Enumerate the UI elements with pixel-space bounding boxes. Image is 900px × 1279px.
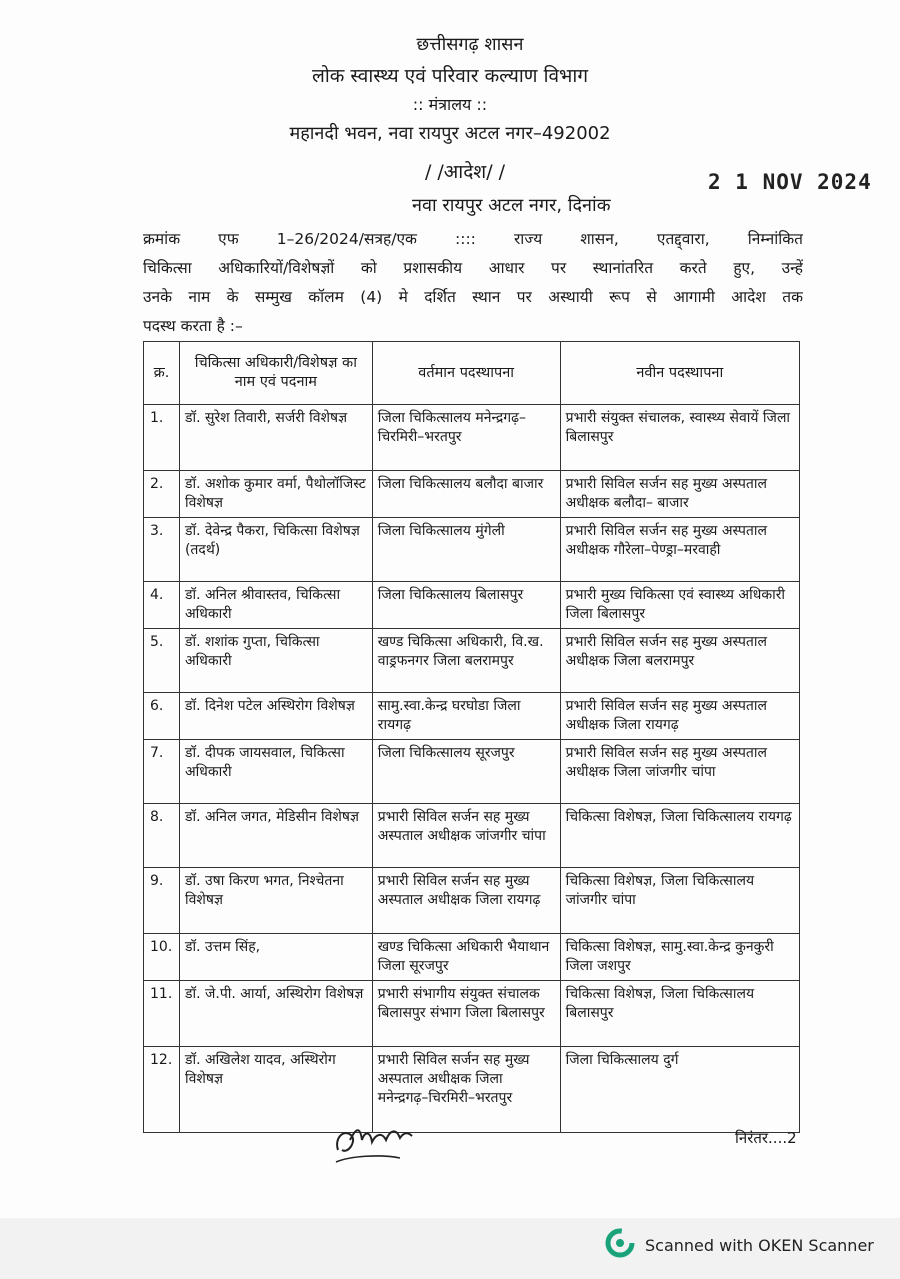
- current-posting-cell: खण्ड चिकित्सा अधिकारी भैयाथान जिला सूरजपुर: [372, 934, 560, 981]
- current-posting-cell: प्रभारी सिविल सर्जन सह मुख्य अस्पताल अधीक्षक जांजगीर चांपा: [372, 804, 560, 868]
- place-date-label: नवा रायपुर अटल नगर, दिनांक: [412, 195, 611, 216]
- new-posting-cell: प्रभारी सिविल सर्जन सह मुख्य अस्पताल अधीक्षक जिला जांजगीर चांपा: [560, 740, 799, 804]
- scanner-footer: [605, 1228, 874, 1262]
- name-cell: डॉ. दिनेश पटेल अस्थिरोग विशेषज्ञ: [179, 693, 372, 740]
- current-posting-cell: जिला चिकित्सालय बलौदा बाजार: [372, 471, 560, 518]
- govt-name: छत्तीसगढ़ शासन: [416, 34, 524, 55]
- serial-cell: 2.: [144, 471, 180, 518]
- name-cell: डॉ. दीपक जायसवाल, चिकित्सा अधिकारी: [179, 740, 372, 804]
- current-posting-cell: सामु.स्वा.केन्द्र घरघोडा जिला रायगढ़: [372, 693, 560, 740]
- continued-marker: निरंतर....2: [735, 1129, 797, 1147]
- header-serial: क्र.: [144, 342, 180, 405]
- table-row: [144, 1047, 800, 1133]
- name-cell: डॉ. अनिल श्रीवास्तव, चिकित्सा अधिकारी: [179, 582, 372, 629]
- signature-icon: [330, 1110, 420, 1174]
- new-posting-cell: प्रभारी सिविल सर्जन सह मुख्य अस्पताल अधीक्षक जिला बलरामपुर: [560, 629, 799, 693]
- new-posting-cell: प्रभारी संयुक्त संचालक, स्वास्थ्य सेवायें जिला बिलासपुर: [560, 405, 799, 471]
- name-cell: डॉ. शशांक गुप्ता, चिकित्सा अधिकारी: [179, 629, 372, 693]
- table-row: [144, 740, 800, 804]
- table-row: [144, 804, 800, 868]
- name-cell: डॉ. अनिल जगत, मेडिसीन विशेषज्ञ: [179, 804, 372, 868]
- serial-cell: 12.: [144, 1047, 180, 1133]
- scanner-text: Scanned with OKEN Scanner: [645, 1235, 874, 1255]
- table-row: [144, 981, 800, 1047]
- serial-cell: 6.: [144, 693, 180, 740]
- header-name: चिकित्सा अधिकारी/विशेषज्ञ का नाम एवं पदनाम: [179, 342, 372, 405]
- table-header-row: [144, 342, 800, 405]
- serial-cell: 8.: [144, 804, 180, 868]
- transfer-table: [143, 341, 800, 1133]
- name-cell: डॉ. उत्तम सिंह,: [179, 934, 372, 981]
- serial-cell: 10.: [144, 934, 180, 981]
- name-cell: डॉ. जे.पी. आर्या, अस्थिरोग विशेषज्ञ: [179, 981, 372, 1047]
- current-posting-cell: जिला चिकित्सालय सूरजपुर: [372, 740, 560, 804]
- serial-cell: 11.: [144, 981, 180, 1047]
- oken-logo-icon: [605, 1228, 635, 1262]
- new-posting-cell: चिकित्सा विशेषज्ञ, जिला चिकित्सालय बिलासपुर: [560, 981, 799, 1047]
- date-stamp: 2 1 NOV 2024: [708, 170, 872, 194]
- name-cell: डॉ. अशोक कुमार वर्मा, पैथोलॉजिस्ट विशेषज्ञ: [179, 471, 372, 518]
- new-posting-cell: चिकित्सा विशेषज्ञ, सामु.स्वा.केन्द्र कुनकुरी जिला जशपुर: [560, 934, 799, 981]
- header-current-posting: वर्तमान पदस्थापना: [372, 342, 560, 405]
- table-row: [144, 518, 800, 582]
- table-row: [144, 405, 800, 471]
- new-posting-cell: प्रभारी सिविल सर्जन सह मुख्य अस्पताल अधीक्षक बलौदा– बाजार: [560, 471, 799, 518]
- intro-line: क्रमांक एफ 1–26/2024/सत्रह/एक :::: राज्य शासन, एतद्द्वारा, निम्नांकित: [143, 230, 803, 248]
- table-row: [144, 934, 800, 981]
- serial-cell: 1.: [144, 405, 180, 471]
- current-posting-cell: प्रभारी सिविल सर्जन सह मुख्य अस्पताल अधीक्षक जिला रायगढ़: [372, 868, 560, 934]
- intro-line: उनके नाम के सम्मुख कॉलम (4) मे दर्शित स्थान पर अस्थायी रूप से आगामी आदेश तक: [143, 288, 803, 306]
- order-title: / /आदेश/ /: [424, 161, 506, 183]
- new-posting-cell: चिकित्सा विशेषज्ञ, जिला चिकित्सालय जांजगीर चांपा: [560, 868, 799, 934]
- serial-cell: 3.: [144, 518, 180, 582]
- new-posting-cell: प्रभारी सिविल सर्जन सह मुख्य अस्पताल अधीक्षक गौरेला–पेण्ड्रा–मरवाही: [560, 518, 799, 582]
- serial-cell: 5.: [144, 629, 180, 693]
- department-name: लोक स्वास्थ्य एवं परिवार कल्याण विभाग: [311, 65, 589, 87]
- intro-line: पदस्थ करता है :–: [143, 317, 243, 335]
- intro-line: चिकित्सा अधिकारियों/विशेषज्ञों को प्रशासकीय आधार पर स्थानांतरित करते हुए, उन्हें: [143, 259, 803, 277]
- new-posting-cell: प्रभारी सिविल सर्जन सह मुख्य अस्पताल अधीक्षक जिला रायगढ़: [560, 693, 799, 740]
- table-row: [144, 471, 800, 518]
- serial-cell: 7.: [144, 740, 180, 804]
- table-row: [144, 693, 800, 740]
- current-posting-cell: प्रभारी सिविल सर्जन सह मुख्य अस्पताल अधीक्षक जिला मनेन्द्रगढ़–चिरमिरी–भरतपुर: [372, 1047, 560, 1133]
- name-cell: डॉ. उषा किरण भगत, निश्चेतना विशेषज्ञ: [179, 868, 372, 934]
- table-row: [144, 629, 800, 693]
- current-posting-cell: प्रभारी संभागीय संयुक्त संचालक बिलासपुर संभाग जिला बिलासपुर: [372, 981, 560, 1047]
- office-address: महानदी भवन, नवा रायपुर अटल नगर–492002: [289, 123, 611, 144]
- current-posting-cell: जिला चिकित्सालय मुंगेली: [372, 518, 560, 582]
- ministry-label: :: मंत्रालय ::: [412, 95, 488, 114]
- table-row: [144, 868, 800, 934]
- name-cell: डॉ. अखिलेश यादव, अस्थिरोग विशेषज्ञ: [179, 1047, 372, 1133]
- name-cell: डॉ. सुरेश तिवारी, सर्जरी विशेषज्ञ: [179, 405, 372, 471]
- order-intro-paragraph: [143, 225, 803, 341]
- new-posting-cell: प्रभारी मुख्य चिकित्सा एवं स्वास्थ्य अधिकारी जिला बिलासपुर: [560, 582, 799, 629]
- name-cell: डॉ. देवेन्द्र पैकरा, चिकित्सा विशेषज्ञ (तदर्थ): [179, 518, 372, 582]
- table-row: [144, 582, 800, 629]
- new-posting-cell: जिला चिकित्सालय दुर्ग: [560, 1047, 799, 1133]
- serial-cell: 9.: [144, 868, 180, 934]
- current-posting-cell: जिला चिकित्सालय मनेन्द्रगढ़–चिरमिरी–भरतपुर: [372, 405, 560, 471]
- serial-cell: 4.: [144, 582, 180, 629]
- header-new-posting: नवीन पदस्थापना: [560, 342, 799, 405]
- current-posting-cell: जिला चिकित्सालय बिलासपुर: [372, 582, 560, 629]
- current-posting-cell: खण्ड चिकित्सा अधिकारी, वि.ख. वाड्रफनगर जिला बलरामपुर: [372, 629, 560, 693]
- new-posting-cell: चिकित्सा विशेषज्ञ, जिला चिकित्सालय रायगढ़: [560, 804, 799, 868]
